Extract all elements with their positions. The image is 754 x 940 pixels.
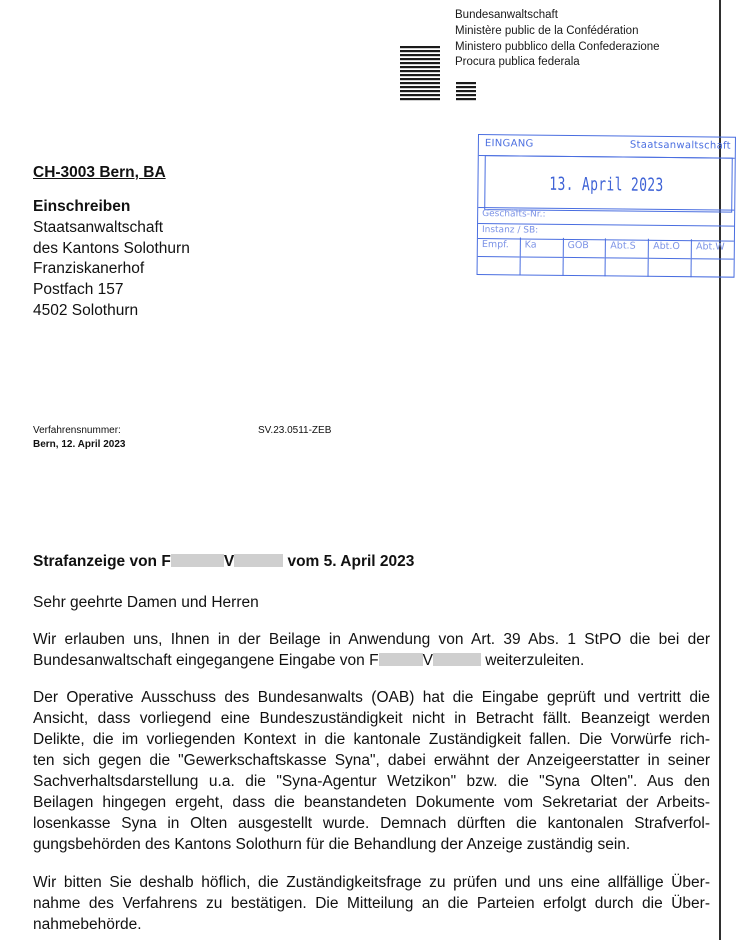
body-line: Der Operative Ausschuss des Bundesanwalts (OAB) hat die Eingabe geprüft und vertritt die xyxy=(33,689,710,706)
redaction-bar xyxy=(433,653,481,666)
body-text: weiterzuleiten. xyxy=(485,652,585,669)
body-line: nahme des Verfahrens zu bestätigen. Die Mitteilung an die Parteien erfolgt durch die Über- xyxy=(33,895,710,912)
body-line: nahmebehörde. xyxy=(33,916,142,933)
body-paragraph-3 xyxy=(33,872,710,935)
stamp-office: Staatsanwaltschaft xyxy=(629,139,731,152)
body-line: Wir bitten Sie deshalb höflich, die Zuständigkeitsfrage zu prüfen und uns eine allfällige Über- xyxy=(33,874,710,891)
body-line: losenkasse Syna in Olten ausgestellt wurde. Demnach dürften die kantonalen Strafverfol- xyxy=(33,815,710,832)
body-paragraph-1 xyxy=(33,629,710,671)
recipient-line: Postfach 157 xyxy=(33,281,124,299)
receipt-stamp xyxy=(477,134,736,278)
authority-names xyxy=(455,8,660,71)
body-line: Delikte, die im vorliegenden Kontext in die kantonale Zuständigkeit fallen. Die Vorwürfe rich- xyxy=(33,731,710,748)
recipient-line: 4502 Solothurn xyxy=(33,301,139,319)
recipient-line: Staatsanwaltschaft xyxy=(33,218,164,236)
salutation: Sehr geehrte Damen und Herren xyxy=(33,594,259,611)
stamp-cell-abt-o: Abt.O xyxy=(653,240,680,253)
mail-type: Einschreiben xyxy=(33,198,131,215)
body-line: Wir erlauben uns, Ihnen in der Beilage in Anwendung von Art. 39 Abs. 1 StPO die bei der xyxy=(33,631,710,648)
stamp-date: 13. April 2023 xyxy=(549,173,664,196)
recipient-line: des Kantons Solothurn xyxy=(33,239,190,257)
letter-date: Bern, 12. April 2023 xyxy=(33,439,126,450)
authority-name-fr: Ministère public de la Confédération xyxy=(455,24,639,37)
stamp-cell-abt-s: Abt.S xyxy=(610,240,636,252)
redaction-bar xyxy=(171,554,224,567)
stamp-cell-abt-w: Abt.W xyxy=(695,241,725,253)
body-line: Beilagen hingegen ergeht, dass die beanstandeten Dokumente vom Sekretariat der Arbeits- xyxy=(33,794,710,811)
stamp-cells xyxy=(478,237,734,278)
authority-name-it: Ministero pubblico della Confederazione xyxy=(455,40,660,53)
stamp-heading: EINGANG xyxy=(484,138,534,150)
subject-suffix: vom 5. April 2023 xyxy=(287,553,415,570)
stamp-field-case: Geschäfts-Nr.: xyxy=(482,209,546,220)
redaction-bar xyxy=(234,554,283,567)
stamp-cell-empf: Empf. xyxy=(481,239,509,251)
sender-return-address: CH-3003 Bern, BA xyxy=(33,164,166,181)
subject-line xyxy=(33,553,414,571)
subject-prefix: Strafanzeige von F xyxy=(33,553,171,570)
body-text: Bundesanwaltschaft eingegangene Eingabe von F xyxy=(33,652,379,669)
stamp-field-instance: Instanz / SB: xyxy=(481,225,539,236)
body-paragraph-2 xyxy=(33,687,710,855)
subject-middle: V xyxy=(223,553,235,570)
body-text: V xyxy=(422,652,433,669)
stamp-cell-ka: Ka xyxy=(524,239,537,251)
recipient-line: Franziskanerhof xyxy=(33,260,145,278)
recipient-address xyxy=(33,197,190,322)
stamp-cell-gob: GOB xyxy=(567,239,589,252)
body-line-redacted xyxy=(33,650,710,671)
authority-name-rm: Procura publica federala xyxy=(455,56,580,69)
authority-name-de: Bundesanwaltschaft xyxy=(455,9,558,21)
redaction-bar xyxy=(379,653,423,666)
body-line: ten sich gegen die "Gewerkschaftskasse Syna", dabei erwähnt der Anzeigeerstatter in seiner xyxy=(33,752,710,769)
body-line: Ansicht, dass vorliegend eine Bundeszuständigkeit nicht in Betracht fällt. Beanzeigt werden xyxy=(33,710,710,727)
case-number: SV.23.0511-ZEB xyxy=(258,425,332,436)
case-number-label: Verfahrensnummer: xyxy=(33,425,121,436)
body-line: Sachverhaltsdarstellung u.a. die "Syna-Agentur Wetzikon" bzw. die "Syna Olten". Aus den xyxy=(33,773,710,790)
body-line: gungsbehörden des Kantons Solothurn für die Behandlung der Anzeige zuständig sein. xyxy=(33,836,631,853)
